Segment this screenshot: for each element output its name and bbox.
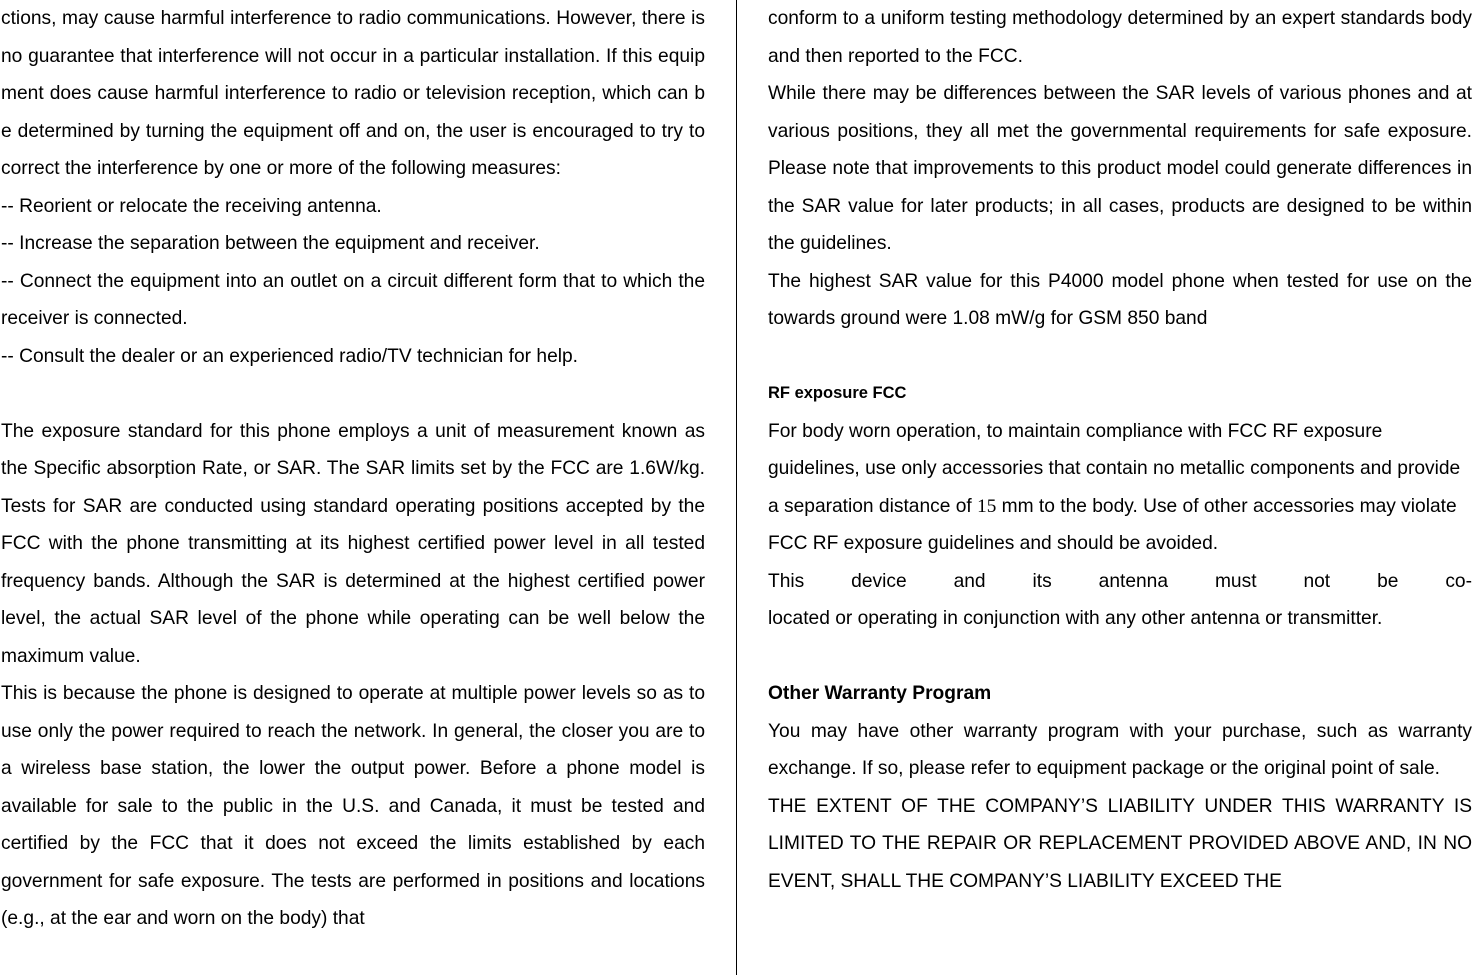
measure-item-consult: -- Consult the dealer or an experienced radio/TV technician for help. (1, 345, 579, 367)
left-column (1, 0, 705, 975)
measure-item-outlet: -- Connect the equipment into an outlet on a circuit different form that to which the receiver is connected. (1, 270, 705, 329)
measure-item-reorient: -- Reorient or relocate the receiving antenna. (1, 195, 382, 217)
colocation-line-2: located or operating in conjunction with any other antenna or transmitter. (768, 608, 1383, 629)
rf-exposure-heading: RF exposure FCC (768, 384, 907, 402)
colocation-line-1: This device and its antenna must not be co- (768, 570, 1472, 592)
right-column (768, 0, 1472, 975)
measure-item-separation: -- Increase the separation between the equipment and receiver. (1, 233, 540, 254)
warranty-program-paragraph: You may have other warranty program with your purchase, such as warranty exchange. If so, please refer to equipment package or the original point of sale. (768, 720, 1472, 779)
body-worn-paragraph (768, 413, 1472, 563)
paragraph-gap (768, 638, 1472, 676)
testing-methodology-paragraph: conform to a uniform testing methodology determined by an expert standards body and then reported to the FCC. (768, 8, 1472, 67)
sar-standard-paragraph: The exposure standard for this phone employs a unit of measurement known as the Specific absorption Rate, or SAR. The SAR limits set by the FCC are 1.6W/kg. Tests for SAR are conducted using standard operating positions accepted by the FCC with the phone transmitting at its highest certified power level in all tested frequency bands. Although the SAR is determined at the highest certified power level, the actual SAR level of the phone while operating can be well below the maximum value. (1, 420, 705, 667)
paragraph-gap (1, 375, 705, 413)
sar-differences-paragraph: While there may be differences between the SAR levels of various phones and at various positions, they all met the governmental requirements for safe exposure. Please note that improvements to this product model could generate differences in the SAR value for later products; in all cases, products are designed to be within the guidelines. (768, 83, 1472, 254)
body-worn-text-a: For body worn operation, to maintain compliance with FCC RF exposure guidelines, use only accessories that contain no metallic components and provide a separation distance of (768, 420, 1461, 517)
power-levels-paragraph: This is because the phone is designed to operate at multiple power levels so as to use only the power required to reach the network. In general, the closer you are to a wireless base station, the lower the output power. Before a phone model is available for sale to the public in the U.S. and Canada, it must be tested and certified by the FCC that it does not exceed the limits established by each government for safe exposure. The tests are performed in positions and locations (e.g., at the ear and worn on the body) that (1, 683, 705, 929)
warranty-heading: Other Warranty Program (768, 683, 992, 704)
paragraph-gap (768, 338, 1472, 376)
body-worn-text-b: mm to the body. Use of other accessories may violate FCC RF exposure guidelines and should be avoided. (768, 495, 1457, 554)
highest-sar-paragraph: The highest SAR value for this P4000 model phone when tested for use on the towards ground were 1.08 mW/g for GSM 850 band (768, 270, 1472, 329)
separation-distance-value: 15 (977, 495, 997, 517)
liability-paragraph: THE EXTENT OF THE COMPANY’S LIABILITY UNDER THIS WARRANTY IS LIMITED TO THE REPAIR OR REPLACEMENT PROVIDED ABOVE AND, IN NO EVENT, SHALL THE COMPANY’S LIABILITY EXCEED THE (768, 795, 1472, 892)
interference-paragraph: ctions, may cause harmful interference to radio communications. However, there is no guarantee that interference will not occur in a particular installation. If this equipment does cause harmful interference to radio or television reception, which can be determined by turning the equipment off and on, the user is encouraged to try to correct the interference by one or more of the following measures: (1, 8, 705, 179)
column-divider (736, 0, 737, 975)
